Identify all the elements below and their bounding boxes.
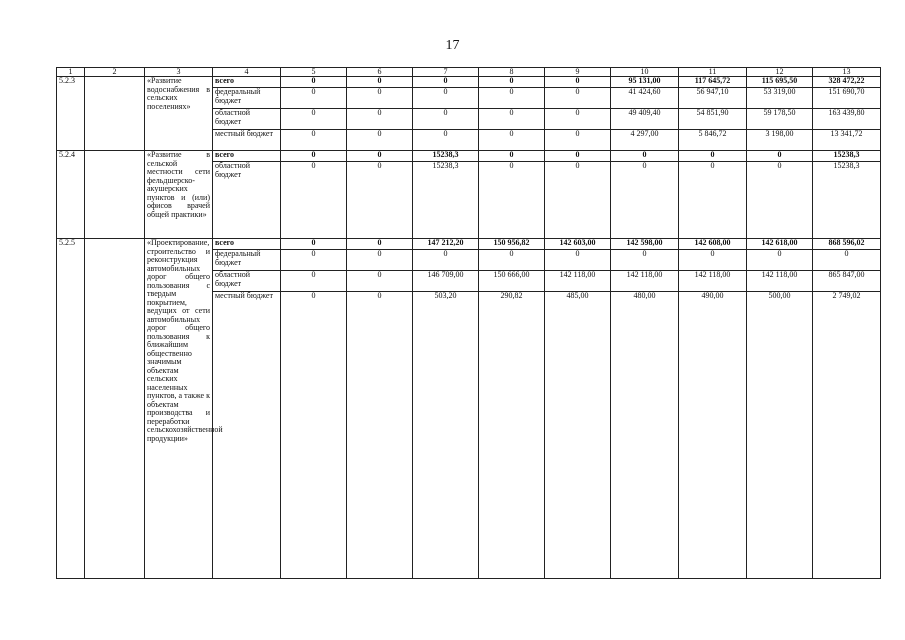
column-header: 8 <box>479 68 545 77</box>
funding-source-label: местный бюджет <box>213 130 281 151</box>
value-cell: 15238,3 <box>813 151 881 162</box>
value-cell: 117 645,72 <box>679 77 747 88</box>
value-cell: 328 472,22 <box>813 77 881 88</box>
value-cell: 4 297,00 <box>611 130 679 151</box>
value-cell: 0 <box>281 250 347 271</box>
value-cell: 0 <box>413 88 479 109</box>
funding-source-label: всего <box>213 77 281 88</box>
value-cell: 0 <box>479 250 545 271</box>
funding-source-label: всего <box>213 239 281 250</box>
value-cell: 0 <box>281 271 347 292</box>
table-row <box>57 239 881 250</box>
value-cell: 0 <box>479 88 545 109</box>
column-header: 4 <box>213 68 281 77</box>
funding-source-label: всего <box>213 151 281 162</box>
value-cell: 0 <box>347 250 413 271</box>
column-header: 9 <box>545 68 611 77</box>
column-header: 5 <box>281 68 347 77</box>
value-cell: 0 <box>479 130 545 151</box>
funding-source-label: областной бюджет <box>213 271 281 292</box>
section-name: «Проектирование, строительство и реконструкция автомобильных дорог общего пользования с твердым покрытием, ведущих от сети автомобильных дорог общего пользования к ближайшим общественно значимым объектам сельских населенных пунктов, а также к объектам производства и переработки сельскохозяйственной продукции» <box>145 239 213 579</box>
value-cell: 0 <box>545 88 611 109</box>
column-header: 6 <box>347 68 413 77</box>
value-cell: 142 618,00 <box>747 239 813 250</box>
value-cell: 0 <box>347 162 413 239</box>
value-cell: 15238,3 <box>413 162 479 239</box>
value-cell: 150 666,00 <box>479 271 545 292</box>
value-cell: 0 <box>347 130 413 151</box>
value-cell: 0 <box>611 151 679 162</box>
value-cell: 0 <box>347 292 413 579</box>
value-cell: 0 <box>813 250 881 271</box>
value-cell: 0 <box>413 77 479 88</box>
value-cell: 5 846,72 <box>679 130 747 151</box>
value-cell: 0 <box>545 77 611 88</box>
value-cell: 0 <box>347 271 413 292</box>
value-cell: 0 <box>545 151 611 162</box>
funding-source-label: областной бюджет <box>213 162 281 239</box>
value-cell: 290,82 <box>479 292 545 579</box>
value-cell: 0 <box>611 250 679 271</box>
value-cell: 0 <box>679 162 747 239</box>
value-cell: 0 <box>479 77 545 88</box>
column-header: 7 <box>413 68 479 77</box>
value-cell: 95 131,00 <box>611 77 679 88</box>
value-cell: 0 <box>479 151 545 162</box>
value-cell: 0 <box>281 292 347 579</box>
value-cell: 0 <box>347 151 413 162</box>
column-header: 1 <box>57 68 85 77</box>
funding-source-label: федеральный бюджет <box>213 250 281 271</box>
value-cell: 0 <box>479 162 545 239</box>
value-cell: 485,00 <box>545 292 611 579</box>
value-cell: 0 <box>545 250 611 271</box>
value-cell: 0 <box>281 77 347 88</box>
value-cell: 142 118,00 <box>679 271 747 292</box>
value-cell: 54 851,90 <box>679 109 747 130</box>
value-cell: 59 178,50 <box>747 109 813 130</box>
funding-source-label: местный бюджет <box>213 292 281 579</box>
value-cell: 500,00 <box>747 292 813 579</box>
section-col2 <box>85 239 145 579</box>
value-cell: 142 118,00 <box>747 271 813 292</box>
page-number: 17 <box>445 38 460 53</box>
value-cell: 115 695,50 <box>747 77 813 88</box>
value-cell: 868 596,02 <box>813 239 881 250</box>
value-cell: 3 198,00 <box>747 130 813 151</box>
section-col2 <box>85 151 145 239</box>
value-cell: 142 118,00 <box>611 271 679 292</box>
value-cell: 56 947,10 <box>679 88 747 109</box>
value-cell: 0 <box>281 130 347 151</box>
value-cell: 0 <box>347 239 413 250</box>
value-cell: 142 608,00 <box>679 239 747 250</box>
column-header: 2 <box>85 68 145 77</box>
value-cell: 163 439,80 <box>813 109 881 130</box>
section-code: 5.2.4 <box>57 151 85 239</box>
column-header: 11 <box>679 68 747 77</box>
column-header: 13 <box>813 68 881 77</box>
value-cell: 0 <box>479 109 545 130</box>
value-cell: 15238,3 <box>813 162 881 239</box>
value-cell: 53 319,00 <box>747 88 813 109</box>
section-col2 <box>85 77 145 151</box>
column-header: 10 <box>611 68 679 77</box>
value-cell: 151 690,70 <box>813 88 881 109</box>
value-cell: 147 212,20 <box>413 239 479 250</box>
column-header: 12 <box>747 68 813 77</box>
value-cell: 146 709,00 <box>413 271 479 292</box>
value-cell: 865 847,00 <box>813 271 881 292</box>
value-cell: 0 <box>413 109 479 130</box>
table-row <box>57 151 881 162</box>
table-row <box>57 77 881 88</box>
section-code: 5.2.5 <box>57 239 85 579</box>
column-header: 3 <box>145 68 213 77</box>
value-cell: 41 424,60 <box>611 88 679 109</box>
value-cell: 142 603,00 <box>545 239 611 250</box>
value-cell: 0 <box>281 151 347 162</box>
value-cell: 0 <box>413 250 479 271</box>
value-cell: 0 <box>747 162 813 239</box>
value-cell: 0 <box>281 239 347 250</box>
value-cell: 0 <box>679 151 747 162</box>
value-cell: 142 598,00 <box>611 239 679 250</box>
value-cell: 0 <box>611 162 679 239</box>
value-cell: 0 <box>347 77 413 88</box>
value-cell: 490,00 <box>679 292 747 579</box>
value-cell: 0 <box>281 88 347 109</box>
value-cell: 142 118,00 <box>545 271 611 292</box>
value-cell: 0 <box>545 162 611 239</box>
funding-source-label: федеральный бюджет <box>213 88 281 109</box>
value-cell: 13 341,72 <box>813 130 881 151</box>
value-cell: 49 409,40 <box>611 109 679 130</box>
section-name: «Развитие водоснабжения в сельских поселениях» <box>145 77 213 151</box>
value-cell: 0 <box>281 109 347 130</box>
section-name: «Развитие в сельской местности сети фельдшерско-акушерских пунктов и (или) офисов врачей общей практики» <box>145 151 213 239</box>
value-cell: 0 <box>281 162 347 239</box>
section-code: 5.2.3 <box>57 77 85 151</box>
value-cell: 0 <box>747 250 813 271</box>
value-cell: 2 749,02 <box>813 292 881 579</box>
value-cell: 0 <box>347 88 413 109</box>
value-cell: 0 <box>545 130 611 151</box>
value-cell: 0 <box>747 151 813 162</box>
funding-source-label: областной бюджет <box>213 109 281 130</box>
value-cell: 0 <box>413 130 479 151</box>
value-cell: 0 <box>347 109 413 130</box>
value-cell: 0 <box>679 250 747 271</box>
value-cell: 503,20 <box>413 292 479 579</box>
value-cell: 150 956,82 <box>479 239 545 250</box>
value-cell: 15238,3 <box>413 151 479 162</box>
value-cell: 0 <box>545 109 611 130</box>
value-cell: 480,00 <box>611 292 679 579</box>
budget-table <box>56 67 881 579</box>
